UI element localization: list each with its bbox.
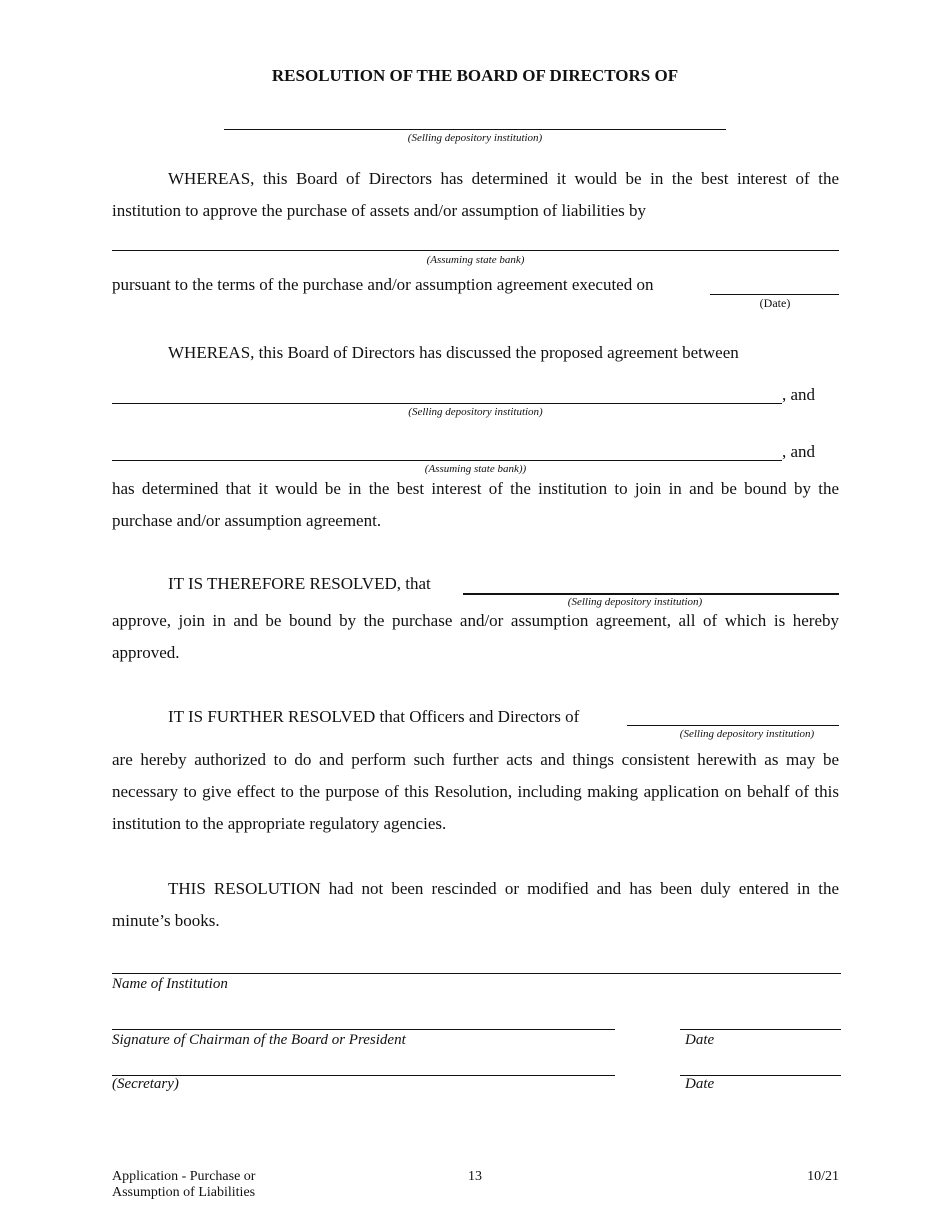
assuming-bank-line-1 [112,250,839,251]
date-line [710,294,839,295]
further-resolved-body: are hereby authorized to do and perform such further acts and things consistent herewith as may be necessary to give effect to the purpose of this Resolution, including making application on behalf of this institution to the appropriate regulatory agencies. [112,750,839,833]
further-resolved-intro: IT IS FURTHER RESOLVED that Officers and Directors of [168,707,580,726]
date-label-1: Date [685,1032,715,1048]
footer-left-line1: Application - Purchase or [112,1169,256,1184]
name-of-institution-label: Name of Institution [112,976,228,992]
date-line-1 [680,1029,841,1030]
institution-name-line [112,973,841,974]
date-label-2: Date [685,1076,715,1092]
footer-left [112,1169,255,1201]
whereas-paragraph-2: WHEREAS, this Board of Directors has discussed the proposed agreement between [168,343,739,362]
final-paragraph-text: THIS RESOLUTION had not been rescinded or modified and has been duly entered in the minute’s books. [112,879,839,930]
selling-institution-line-1 [224,129,726,130]
chairman-signature-label: Signature of Chairman of the Board or President [112,1032,406,1048]
caption-date: (Date) [759,296,791,310]
caption-assuming-1: (Assuming state bank) [426,254,525,266]
caption-selling-1: (Selling depository institution) [407,132,543,144]
pursuant-text: pursuant to the terms of the purchase and/or assumption agreement executed on [112,275,654,294]
secretary-label: (Secretary) [112,1076,179,1092]
final-paragraph [112,873,839,937]
determined-paragraph: has determined that it would be in the best interest of the institution to join in and be bound by the purchase and/or assumption agreement. [112,479,839,530]
resolved-body: approve, join in and be bound by the purchase and/or assumption agreement, all of which is hereby approved. [112,611,839,662]
chairman-signature-line [112,1029,615,1030]
selling-institution-line-2 [112,403,782,404]
assuming-bank-line-2 [112,460,782,461]
secretary-signature-line [112,1075,615,1076]
whereas-paragraph-1-text: WHEREAS, this Board of Directors has determined it would be in the best interest of the institution to approve the purchase of assets and/or assumption of liabilities by [112,169,839,220]
selling-institution-line-4 [627,725,839,726]
document-title: RESOLUTION OF THE BOARD OF DIRECTORS OF [271,66,679,85]
resolved-intro: IT IS THEREFORE RESOLVED, that [168,574,431,593]
caption-selling-3: (Selling depository institution) [567,596,703,608]
revision-date: 10/21 [807,1169,839,1184]
caption-selling-4: (Selling depository institution) [679,728,815,740]
and-text-2: , and [782,442,816,461]
page-number: 13 [468,1169,482,1184]
and-text-1: , and [782,385,816,404]
caption-selling-2: (Selling depository institution) [408,406,543,418]
selling-institution-line-3 [463,593,839,595]
footer-left-line2: Assumption of Liabilities [112,1185,256,1200]
caption-assuming-2: (Assuming state bank)) [424,463,527,475]
whereas-paragraph-1 [112,163,839,227]
